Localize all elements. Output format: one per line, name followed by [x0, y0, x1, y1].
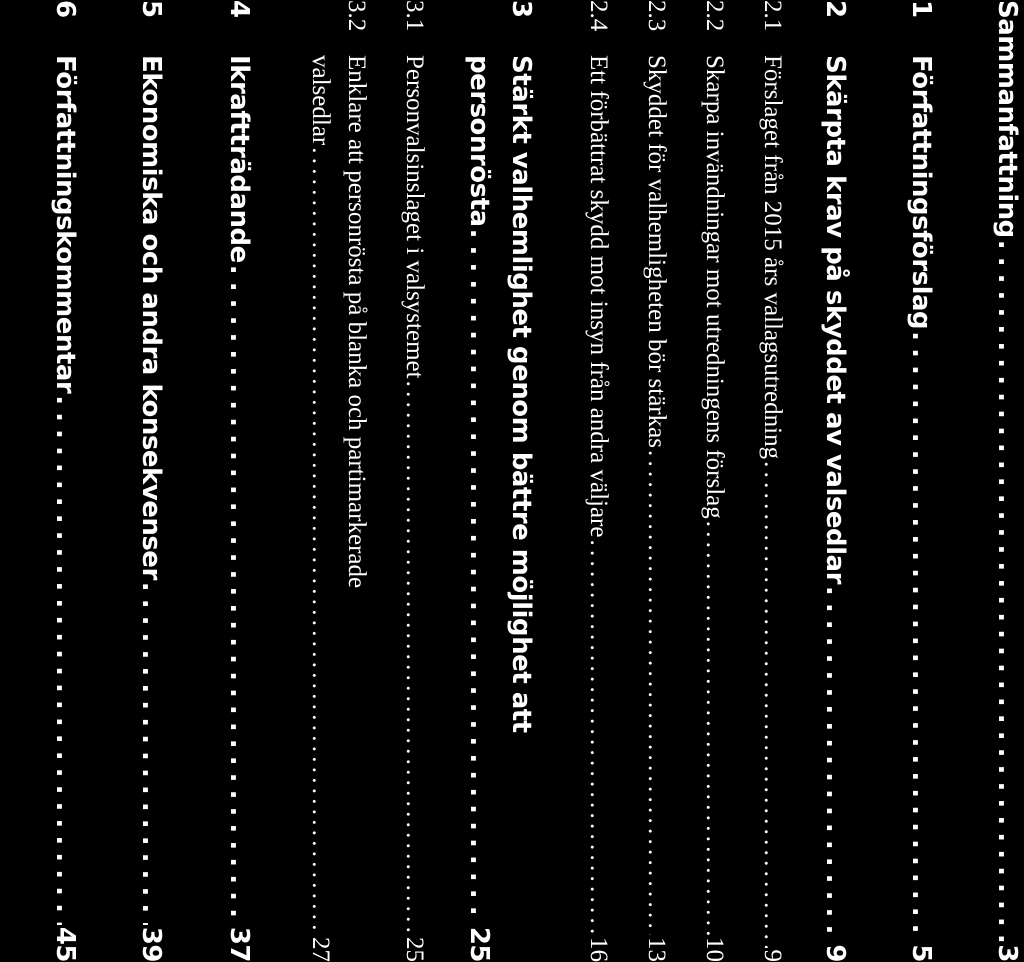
toc-entry-chapter-4[interactable]: [224, 0, 254, 962]
dot-leader: [400, 381, 428, 935]
toc-entry-section-2-2[interactable]: [700, 0, 728, 962]
toc-entry-page: 10: [701, 937, 728, 962]
toc-entry-number: 4: [224, 0, 254, 18]
toc-entry-number: 2: [820, 0, 850, 18]
toc-entry-number: 3.1: [401, 0, 428, 32]
toc-entry-title: Ikraftträdande: [224, 55, 254, 263]
toc-entry-section-2-1[interactable]: [758, 0, 786, 962]
toc-entry-title: Ekonomiska och andra konsekvenser: [136, 55, 166, 580]
toc-entry-page: 3: [992, 944, 1022, 962]
dot-leader: [758, 461, 786, 947]
toc-entry-page: 27: [307, 937, 334, 962]
toc-entry-section-3-2[interactable]: [342, 0, 370, 962]
toc-entry-section-3-1[interactable]: [400, 0, 428, 962]
toc-entry-page: 37: [224, 926, 254, 962]
toc-entry-number: 5: [136, 0, 166, 18]
toc-entry-title: Ett förbättrat skydd mot insyn från andra väljare: [585, 55, 612, 538]
toc-entry-chapter-5[interactable]: [136, 0, 166, 962]
toc-entry-page: 5: [906, 944, 936, 962]
toc-entry-chapter-3[interactable]: [506, 0, 536, 962]
dot-leader: [224, 265, 254, 925]
toc-entry-number: 3: [506, 0, 536, 18]
toc-entry-number: 6: [50, 0, 80, 18]
toc-entry-number: 1: [906, 0, 936, 18]
toc-entry-page: 25: [401, 937, 428, 962]
toc-entry-chapter-3-continued[interactable]: [464, 55, 494, 962]
toc-entry-number: 2.4: [585, 0, 612, 32]
toc-entry-title: Sammanfattning: [992, 0, 1022, 238]
toc-entry-section-2-3[interactable]: [642, 0, 670, 962]
toc-entry-page: 13: [643, 937, 670, 962]
dot-leader: [820, 586, 850, 943]
toc-entry-page: 9: [820, 944, 850, 962]
dot-leader: [906, 331, 936, 942]
toc-entry-title: Förslaget från 2015 års vallagsutredning: [759, 55, 786, 460]
toc-entry-section-2-4[interactable]: [584, 0, 612, 962]
dot-leader: [700, 521, 728, 935]
toc-entry-title: Skärpta krav på skyddet av valsedlar: [820, 55, 850, 584]
toc-entry-title: Skyddet för valhemligheten bör stärkas: [643, 55, 670, 448]
dot-leader: [584, 539, 612, 935]
dot-leader: [464, 229, 494, 925]
toc-entry-title: Personvalsinslaget i valsystemet: [401, 55, 428, 379]
toc-entry-summary[interactable]: [992, 0, 1022, 962]
toc-entry-title: Enklare att personrösta på blanka och partimarkerade: [343, 55, 370, 589]
toc-entry-title: Skarpa invändningar mot utredningens förslag: [701, 55, 728, 519]
toc-entry-number: 3.2: [343, 0, 370, 32]
toc-entry-page: 39: [136, 926, 166, 962]
toc-entry-chapter-1[interactable]: [906, 0, 936, 962]
toc-entry-number: 2.3: [643, 0, 670, 32]
dot-leader: [136, 582, 166, 925]
dot-leader: [642, 450, 670, 935]
toc-entry-title: Stärkt valhemlighet genom bättre möjlighet att: [506, 55, 536, 733]
toc-entry-page: 16: [585, 937, 612, 962]
toc-entry-number: 2.1: [759, 0, 786, 32]
toc-entry-chapter-2[interactable]: [820, 0, 850, 962]
dot-leader: [50, 395, 80, 925]
dot-leader: [306, 147, 334, 935]
toc-entry-page: 45: [50, 926, 80, 962]
toc-entry-section-3-2-continued[interactable]: [306, 55, 334, 962]
toc-entry-page: 9: [759, 949, 786, 962]
toc-entry-title: Författningskommentar: [50, 55, 80, 394]
toc-entry-chapter-6[interactable]: [50, 0, 80, 962]
toc-entry-title: valsedlar: [307, 55, 334, 146]
dot-leader: [992, 240, 1022, 943]
toc-entry-title: Författningsförslag: [906, 55, 936, 330]
toc-entry-title: personrösta: [464, 55, 494, 227]
toc-entry-page: 25: [464, 926, 494, 962]
toc-entry-number: 2.2: [701, 0, 728, 32]
